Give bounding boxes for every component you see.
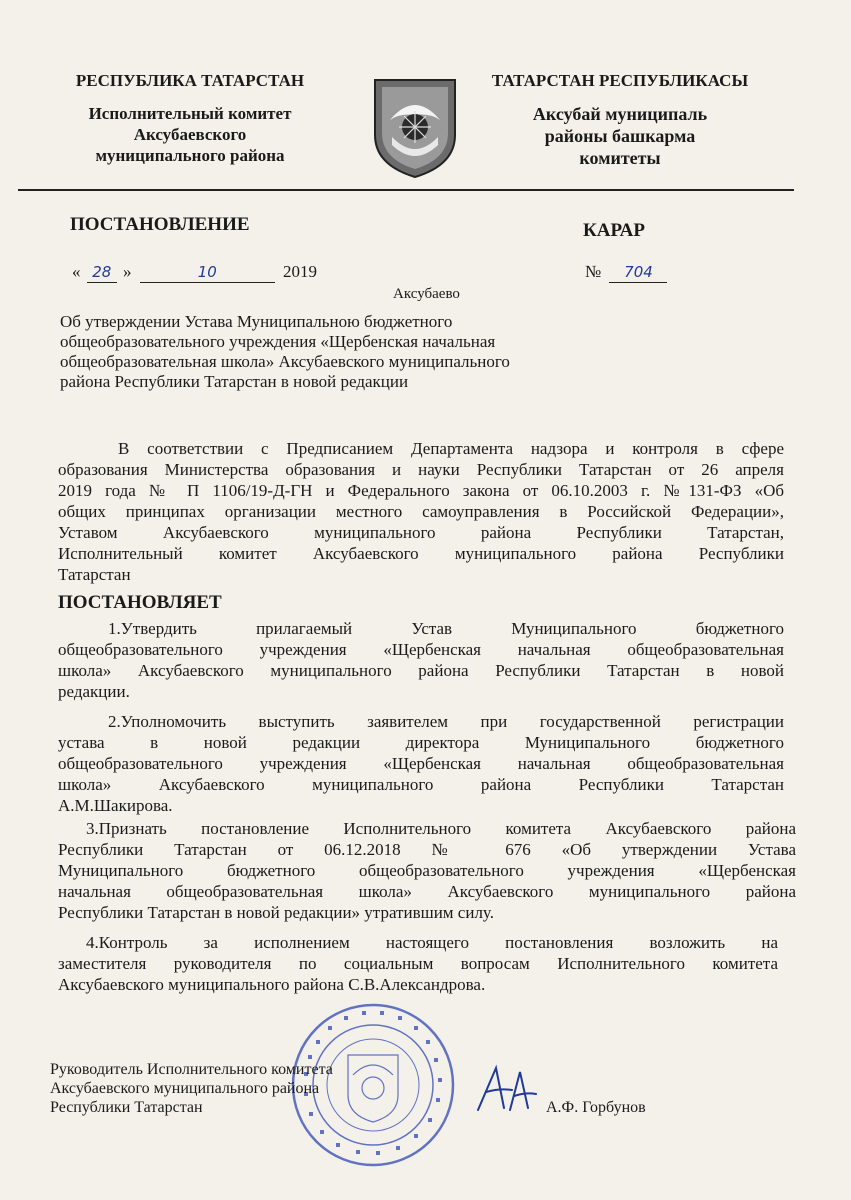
item-2 <box>58 711 784 816</box>
item-line: Республики Татарстан от 06.12.2018 № 676 «Об утверждении Устава <box>58 840 796 859</box>
date-open-quote: « <box>72 262 81 281</box>
committee-line-3: муниципального района <box>95 146 285 165</box>
place: Аксубаево <box>393 286 460 302</box>
signatory-line: Республики Татарстан <box>50 1099 203 1116</box>
signatory-line: Руководитель Исполнительного комитета <box>50 1061 333 1078</box>
committee-line-1: Исполнительный комитет <box>88 104 292 123</box>
doc-type-tt: КАРАР <box>583 220 646 241</box>
coat-of-arms-icon <box>370 75 460 180</box>
item-line: 3.Признать постановление Исполнительного комитета Аксубаевского района <box>86 819 796 838</box>
date-month: 10 <box>197 263 217 281</box>
item-line: А.М.Шакирова. <box>58 796 173 815</box>
item-line: Республики Татарстан в новой редакции» утратившим силу. <box>58 903 494 922</box>
doc-type-ru: ПОСТАНОВЛЕНИЕ <box>70 214 250 235</box>
doc-number: 704 <box>624 263 653 281</box>
item-line: 2.Уполномочить выступить заявителем при государственной регистрации <box>108 712 784 731</box>
handwritten-signature-icon <box>470 1062 540 1117</box>
item-line: Аксубаевского муниципального района С.В.Александрова. <box>58 975 486 994</box>
subject-line: общеобразовательная школа» Аксубаевского муниципального <box>60 352 510 371</box>
header-left <box>40 70 340 166</box>
committee-tt-line-1: Аксубай муниципаль <box>532 104 708 124</box>
preamble-line: общих принципах организации местного самоуправления в Российской Федерации», <box>58 502 784 521</box>
item-1 <box>58 618 784 702</box>
item-3 <box>58 818 796 923</box>
item-line: общеобразовательного учреждения «Щербенская начальная общеобразовательная <box>58 640 784 659</box>
item-line: устава в новой редакции директора Муниципального бюджетного <box>58 733 784 752</box>
item-line: редакции. <box>58 682 130 701</box>
committee-tt-line-2: районы башкарма <box>544 126 696 146</box>
preamble-line: Татарстан <box>58 565 131 584</box>
date-line <box>72 262 317 283</box>
item-line: 1.Утвердить прилагаемый Устав Муниципального бюджетного <box>108 619 784 638</box>
republic-name-ru: РЕСПУБЛИКА ТАТАРСТАН <box>75 71 305 90</box>
subject <box>60 312 510 392</box>
preamble-line: Исполнительный комитет Аксубаевского муниципального района Республики <box>58 544 784 563</box>
date-close-quote: » <box>123 262 132 281</box>
resolves-heading: ПОСТАНОВЛЯЕТ <box>58 592 222 613</box>
signatory-position <box>50 1060 333 1117</box>
date-year: 2019 <box>283 262 317 281</box>
item-line: общеобразовательного учреждения «Щербенская начальная общеобразовательная <box>58 754 784 773</box>
item-4 <box>58 932 778 995</box>
item-line: начальная общеобразовательная школа» Аксубаевского муниципального района <box>58 882 796 901</box>
committee-tt-line-3: комитеты <box>579 148 661 168</box>
item-line: 4.Контроль за исполнением настоящего постановления возложить на <box>86 933 778 952</box>
subject-line: общеобразовательного учреждения «Щербенская начальная <box>60 332 496 351</box>
preamble-line: 2019 года № П 1106/19-Д-ГН и Федерального закона от 06.10.2003 г. №131-ФЗ «Об <box>58 481 784 500</box>
item-line: школа» Аксубаевского муниципального района Республики Татарстан <box>58 775 784 794</box>
preamble-line: В соответствии с Предписанием Департамента надзора и контроля в сфере <box>118 439 784 458</box>
republic-name-tt: ТАТАРСТАН РЕСПУБЛИКАСЫ <box>491 71 749 90</box>
preamble-line: образования Министерства образования и науки Республики Татарстан от 26 апреля <box>58 460 784 479</box>
committee-line-2: Аксубаевского <box>133 125 247 144</box>
subject-line: района Республики Татарстан в новой редакции <box>60 372 409 391</box>
signatory-line: Аксубаевского муниципального района <box>50 1080 320 1097</box>
header-divider <box>18 189 794 191</box>
item-line: заместителя руководителя по социальным вопросам Исполнительного комитета <box>58 954 778 973</box>
preamble <box>58 438 784 585</box>
preamble-line: Уставом Аксубаевского муниципального района Республики Татарстан, <box>58 523 784 542</box>
item-line: Муниципального бюджетного общеобразовательного учреждения «Щербенская <box>58 861 796 880</box>
number-prefix: № <box>585 262 602 281</box>
header-right <box>470 70 770 169</box>
item-line: школа» Аксубаевского муниципального района Республики Татарстан в новой <box>58 661 784 680</box>
signatory-name: А.Ф. Горбунов <box>546 1099 646 1116</box>
date-day: 28 <box>92 263 112 281</box>
subject-line: Об утверждении Устава Муниципальною бюджетного <box>60 312 453 331</box>
number-line <box>585 262 667 283</box>
